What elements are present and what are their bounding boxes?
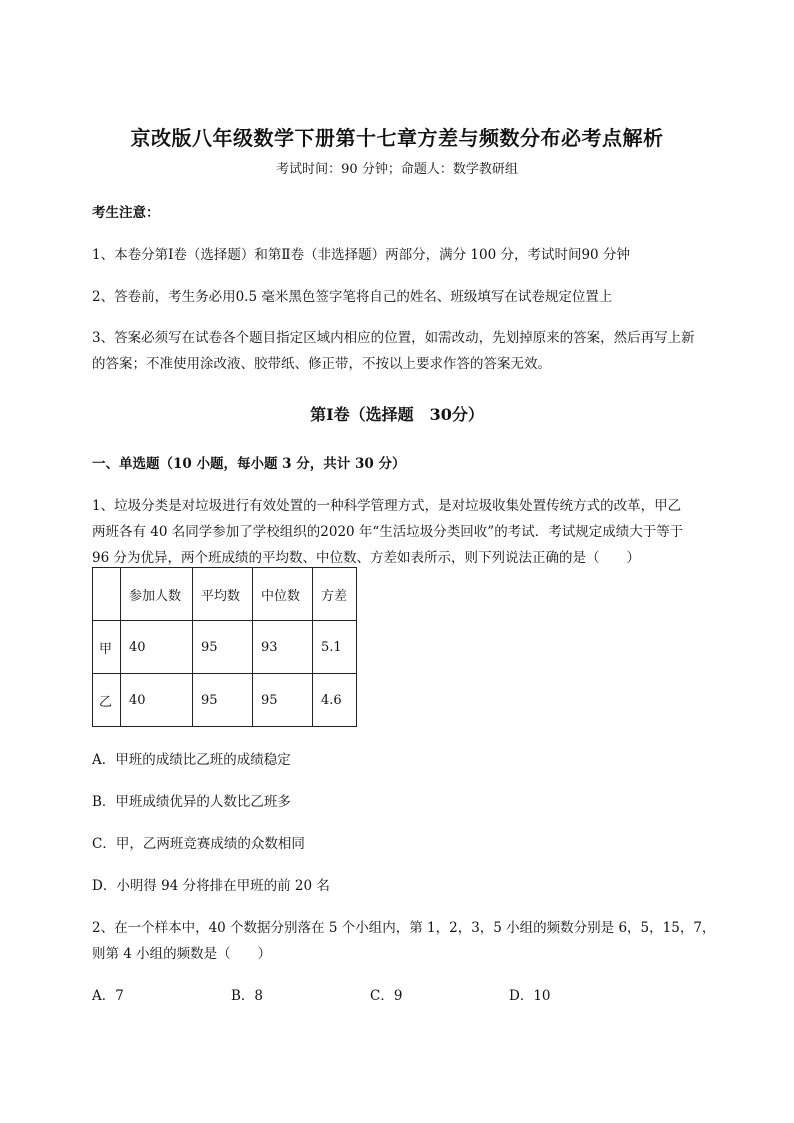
score-table bbox=[92, 567, 357, 727]
question-1-option-d: D．小明得 94 分将排在甲班的前 20 名 bbox=[92, 878, 330, 894]
table-row bbox=[93, 621, 357, 674]
table-cell: 5.1 bbox=[313, 621, 357, 674]
table-header-cell bbox=[93, 568, 121, 621]
table-cell: 40 bbox=[121, 621, 193, 674]
question-1-option-a: A．甲班的成绩比乙班的成绩稳定 bbox=[92, 752, 291, 768]
table-cell: 95 bbox=[193, 674, 253, 727]
table-cell: 95 bbox=[253, 674, 313, 727]
table-cell: 甲 bbox=[93, 621, 121, 674]
exam-info: 考试时间：90 分钟；命题人：数学教研组 bbox=[276, 162, 518, 177]
question-1-option-c: C．甲，乙两班竞赛成绩的众数相同 bbox=[92, 836, 305, 852]
table-cell: 95 bbox=[193, 621, 253, 674]
notice-item-3-line-1: 3、答案必须写在试卷各个题目指定区域内相应的位置，如需改动，先划掉原来的答案，然后再写上新 bbox=[92, 330, 695, 346]
question-1-line-1: 1、垃圾分类是对垃圾进行有效处置的一种科学管理方式，是对垃圾收集处置传统方式的改革，甲乙 bbox=[92, 498, 682, 514]
table-header-cell: 中位数 bbox=[253, 568, 313, 621]
question-2-option-c: C．9 bbox=[370, 988, 403, 1004]
table-row bbox=[93, 674, 357, 727]
page-title: 京改版八年级数学下册第十七章方差与频数分布必考点解析 bbox=[130, 126, 664, 150]
question-2-option-b: B．8 bbox=[231, 988, 264, 1004]
question-2-option-d: D．10 bbox=[509, 988, 551, 1004]
part-heading: 一、单选题（10 小题，每小题 3 分，共计 30 分） bbox=[92, 456, 406, 472]
notice-item-3-line-2: 的答案；不准使用涂改液、胶带纸、修正带，不按以上要求作答的答案无效。 bbox=[92, 356, 551, 372]
table-header-cell: 方差 bbox=[313, 568, 357, 621]
question-2-option-a: A．7 bbox=[92, 988, 124, 1004]
question-2-line-1: 2、在一个样本中，40 个数据分别落在 5 个小组内，第 1，2，3，5 小组的频数分别是 6，5，15，7， bbox=[92, 920, 716, 936]
question-1-line-3: 96 分为优异，两个班成绩的平均数、中位数、方差如表所示，则下列说法正确的是（ ） bbox=[92, 550, 640, 566]
question-1-line-2: 两班各有 40 名同学参加了学校组织的2020 年“生活垃圾分类回收”的考试．考试规定成绩大于等于 bbox=[92, 524, 684, 540]
section-title: 第Ⅰ卷（选择题 30分） bbox=[310, 405, 484, 424]
notice-item-1: 1、本卷分第Ⅰ卷（选择题）和第Ⅱ卷（非选择题）两部分，满分 100 分，考试时间90 分钟 bbox=[92, 247, 630, 263]
table-header-cell: 参加人数 bbox=[121, 568, 193, 621]
question-2-line-2: 则第 4 小组的频数是（ ） bbox=[92, 946, 272, 962]
table-cell: 93 bbox=[253, 621, 313, 674]
table-cell: 4.6 bbox=[313, 674, 357, 727]
notice-item-2: 2、答卷前，考生务必用0.5 毫米黑色签字笔将自己的姓名、班级填写在试卷规定位置上 bbox=[92, 289, 613, 305]
table-header-row bbox=[93, 568, 357, 621]
table-cell: 乙 bbox=[93, 674, 121, 727]
notice-heading: 考生注意： bbox=[92, 205, 160, 221]
table-header-cell: 平均数 bbox=[193, 568, 253, 621]
table-cell: 40 bbox=[121, 674, 193, 727]
question-1-option-b: B．甲班成绩优异的人数比乙班多 bbox=[92, 794, 291, 810]
